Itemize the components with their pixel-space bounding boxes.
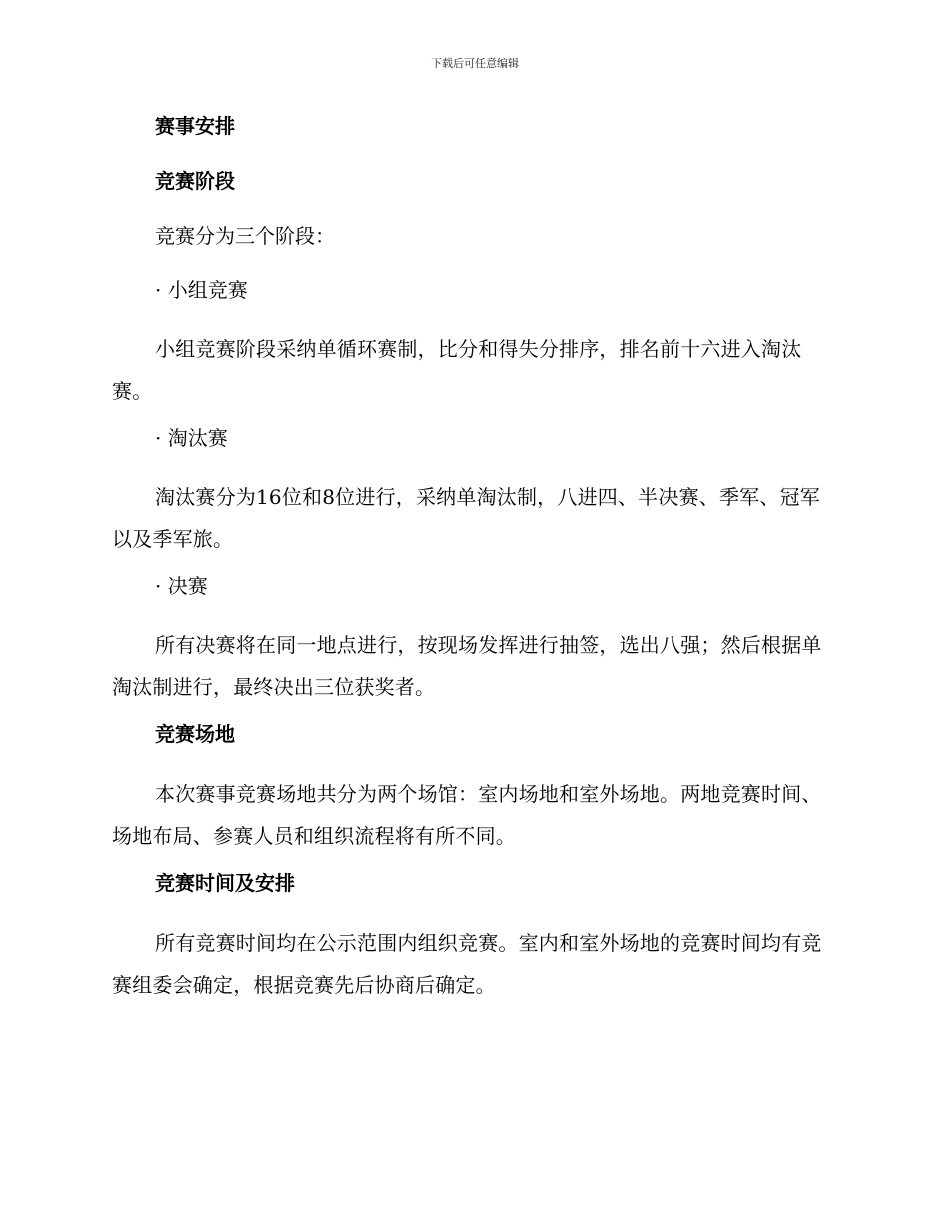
bullet-knockout-stage: · 淘汰赛 <box>155 426 228 450</box>
section-heading-schedule: 竞赛时间及安排 <box>155 871 295 895</box>
document-title: 赛事安排 <box>155 114 235 138</box>
header-note: 下载后可任意编辑 <box>431 57 519 70</box>
section-heading-stages: 竞赛阶段 <box>155 169 235 193</box>
section-heading-venue: 竞赛场地 <box>155 722 235 746</box>
stages-intro: 竞赛分为三个阶段： <box>155 224 335 248</box>
bullet-group-stage: · 小组竞赛 <box>155 278 248 302</box>
bullet-final-stage: · 决赛 <box>155 574 208 598</box>
paragraph-knockout-stage: 淘汰赛分为16位和8位进行，采纳单淘汰制，八进四、半决赛、季军、冠军以及季军旅。 <box>112 485 820 551</box>
paragraph-venue: 本次赛事竞赛场地共分为两个场馆：室内场地和室外场地。两地竞赛时间、场地布局、参赛人员和组织流程将有所不同。 <box>112 782 822 848</box>
paragraph-final-stage: 所有决赛将在同一地点进行，按现场发挥进行抽签，选出八强；然后根据单淘汰制进行，最终决出三位获奖者。 <box>112 633 822 699</box>
paragraph-schedule: 所有竞赛时间均在公示范围内组织竞赛。室内和室外场地的竞赛时间均有竞赛组委会确定，根据竞赛先后协商后确定。 <box>112 931 822 997</box>
paragraph-group-stage: 小组竞赛阶段采纳单循环赛制，比分和得失分排序，排名前十六进入淘汰赛。 <box>112 337 802 403</box>
document-content <box>112 110 832 1016</box>
